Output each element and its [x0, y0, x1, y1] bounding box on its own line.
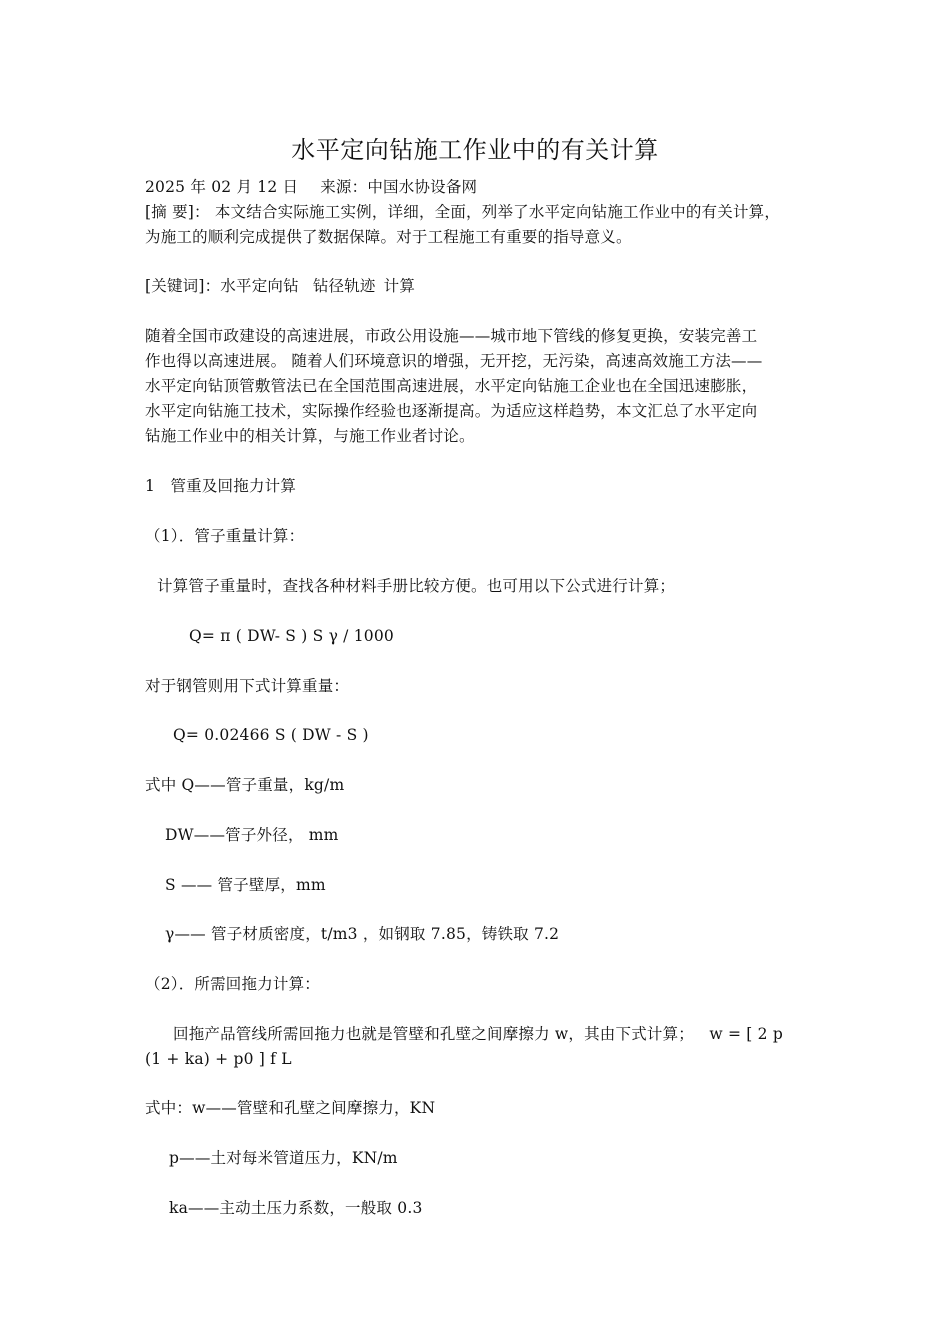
intro-line: 水平定向钻施工技术，实际操作经验也逐渐提高。为适应这样趋势，本文汇总了水平定向 [145, 402, 758, 420]
abstract-line-2: 为施工的顺利完成提供了数据保障。对于工程施工有重要的指导意义。 [145, 228, 632, 246]
variable-definition: ka——主动土压力系数，一般取 0.3 [169, 1199, 423, 1217]
variable-definition: p——土对每米管道压力，KN/m [169, 1149, 398, 1167]
paragraph: 回拖产品管线所需回拖力也就是管壁和孔壁之间摩擦力 w，其由下式计算； w = [ 2 p [173, 1025, 783, 1043]
keywords-line [145, 274, 415, 299]
publish-date: 2025 年 02 月 12 日 [145, 178, 299, 196]
variable-definition: 式中：w——管壁和孔壁之间摩擦力，KN [145, 1099, 436, 1117]
variable-definition: DW——管子外径， mm [165, 826, 339, 844]
formula: Q= π ( DW- S ) S γ / 1000 [189, 627, 394, 645]
variable-definition: γ—— 管子材质密度，t/m3 ，如钢取 7.85，铸铁取 7.2 [165, 925, 560, 943]
variable-definition: S —— 管子壁厚，mm [165, 876, 326, 894]
keyword-item: 计算 [383, 277, 416, 295]
formula: Q= 0.02466 S ( DW - S ) [173, 726, 369, 744]
paragraph: (1 + ka) + p0 ] f L [145, 1050, 292, 1068]
intro-line: 随着全国市政建设的高速进展，市政公用设施——城市地下管线的修复更换，安装完善工 [145, 327, 758, 345]
keyword-item: 钻径轨迹 [312, 277, 376, 295]
section-heading: 1 管重及回拖力计算 [145, 477, 297, 495]
intro-line: 作也得以高速进展。 随着人们环境意识的增强，无开挖，无污染，高速高效施工方法—— [145, 352, 763, 370]
paragraph: 对于钢管则用下式计算重量： [145, 677, 350, 695]
intro-line: 钻施工作业中的相关计算，与施工作业者讨论。 [145, 427, 475, 445]
page-title: 水平定向钻施工作业中的有关计算 [291, 136, 659, 164]
paragraph: 计算管子重量时，查找各种材料手册比较方便。也可用以下公式进行计算； [157, 577, 676, 595]
subsection-heading: （1）．管子重量计算： [145, 527, 305, 545]
subsection-heading: （2）．所需回拖力计算： [145, 975, 321, 993]
abstract-line-1: [摘 要]： 本文结合实际施工实例，详细，全面，列举了水平定向钻施工作业中的有关计算， [145, 203, 781, 221]
keyword-item: 水平定向钻 [220, 277, 299, 295]
intro-line: 水平定向钻顶管敷管法已在全国范围高速进展，水平定向钻施工企业也在全国迅速膨胀， [145, 377, 758, 395]
meta-line [145, 175, 477, 200]
source-text: 来源：中国水协设备网 [320, 178, 478, 196]
variable-definition: 式中 Q——管子重量，kg/m [145, 776, 345, 794]
keywords-label: [关键词]： [145, 277, 221, 295]
